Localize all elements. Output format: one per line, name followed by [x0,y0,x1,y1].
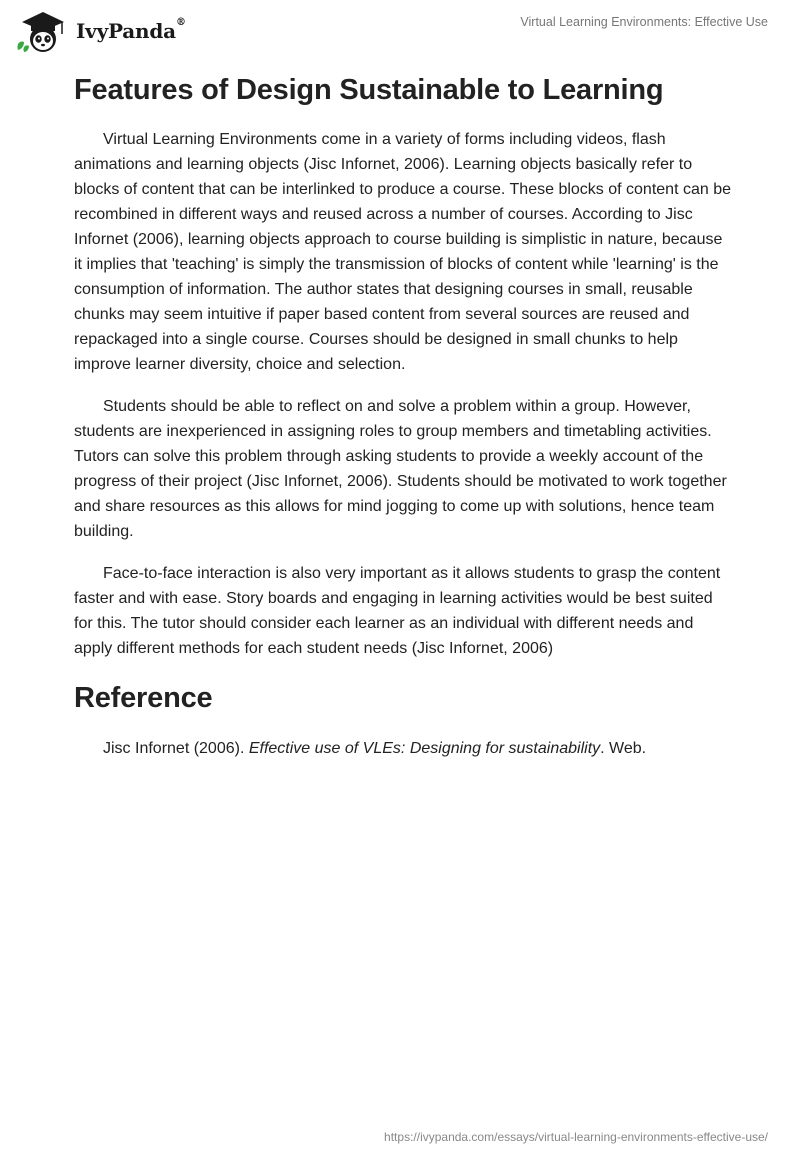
reference-entry [74,736,734,761]
panda-graduation-cap-icon [14,8,72,54]
section-heading-features: Features of Design Sustainable to Learning [74,74,664,106]
document-title: Virtual Learning Environments: Effective Use [520,15,768,29]
section-heading-reference: Reference [74,682,213,714]
essay-content [74,70,734,778]
logo-text: IvyPanda [76,19,176,43]
reference-author-year: Jisc Infornet (2006). [103,740,249,757]
source-url[interactable]: https://ivypanda.com/essays/virtual-learning-environments-effective-use/ [384,1130,768,1144]
paragraph: Students should be able to reflect on and solve a problem within a group. However, students are inexperienced in assigning roles to group members and timetabling activities. Tutors can solve this problem through asking students to provide a weekly account of the progress of their project (Jisc Infornet, 2006). Students should be motivated to work together and share resources as this allows for mind jogging to come up with solutions, hence team building. [74,398,727,540]
registered-mark: ® [175,17,186,28]
reference-title: Effective use of VLEs: Designing for sustainability [248,740,601,757]
paragraph: Face-to-face interaction is also very important as it allows students to grasp the content faster and with ease. Story boards and engaging in learning activities would be best suited for this. The tutor should consider each learner as an individual with different needs and apply different methods for each student needs (Jisc Infornet, 2006) [74,565,721,657]
page-header [0,0,800,64]
paragraph: Virtual Learning Environments come in a variety of forms including videos, flash animations and learning objects (Jisc Infornet, 2006). Learning objects basically refer to blocks of content that can be interlinked to produce a course. These blocks of content can be recombined in different ways and reused across a number of courses. According to Jisc Infornet (2006), learning objects approach to course building is simplistic in nature, because it implies that 'teaching' is simply the transmission of blocks of content while 'learning' is the consumption of information. The author states that designing courses in small, reusable chunks may seem intuitive if paper based content from several sources are reused and repackaged into a single course. Courses should be designed in small chunks to help improve learner diversity, choice and selection. [74,131,731,373]
logo-wordmark [76,19,186,43]
ivypanda-logo[interactable] [14,8,186,54]
reference-suffix: . Web. [600,740,647,757]
